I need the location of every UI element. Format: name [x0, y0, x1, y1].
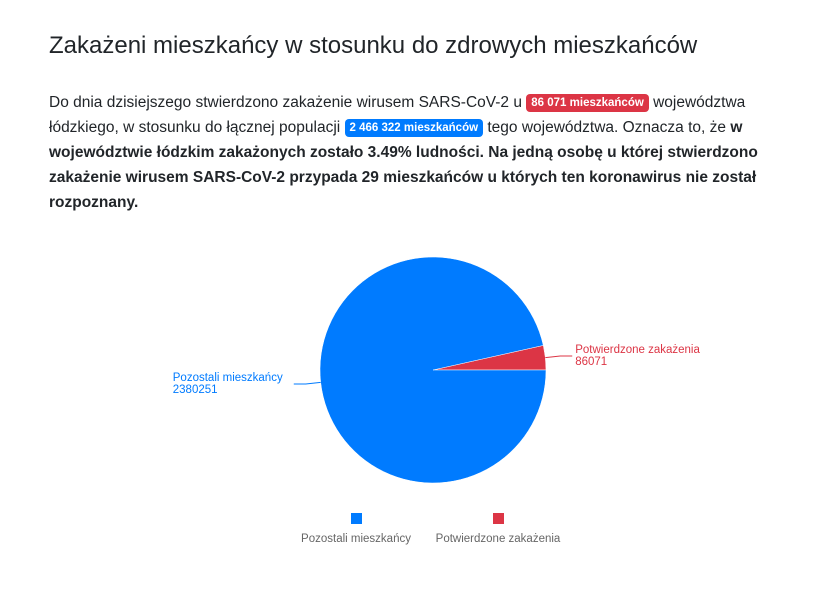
slice-label-value-potwierdzone-zakazenia: 86071 [575, 355, 608, 368]
pie-slices [320, 257, 546, 483]
legend-label-potwierdzone-zakazenia: Potwierdzone zakażenia [435, 533, 561, 545]
pie-chart [49, 230, 784, 555]
population-count-badge: 2 466 322 mieszkańców [345, 119, 484, 137]
legend-swatch-pozostali-mieszkancy [351, 513, 362, 524]
legend-item-pozostali-mieszkancy[interactable] [301, 513, 411, 545]
callout-line-potwierdzone-zakazenia [545, 356, 572, 358]
legend-item-potwierdzone-zakazenia[interactable] [436, 513, 561, 545]
pie-slice-pozostali-mieszkancy[interactable] [320, 257, 546, 483]
slice-label-name-pozostali-mieszkancy: Pozostali mieszkańcy [172, 372, 283, 385]
slice-label-value-pozostali-mieszkancy: 2380251 [172, 384, 218, 397]
infected-count-badge: 86 071 mieszkańców [526, 94, 649, 112]
summary-text-3: tego województwa. Oznacza to, że [483, 119, 731, 136]
summary-paragraph [49, 90, 784, 215]
callout-line-pozostali-mieszkancy [294, 382, 321, 384]
summary-text-1: Do dnia dzisiejszego stwierdzono zakażenie wirusem SARS-CoV-2 u [49, 94, 527, 111]
chart-legend[interactable] [301, 513, 561, 545]
legend-label-pozostali-mieszkancy: Pozostali mieszkańcy [301, 533, 411, 545]
summary-bold-conclusion: w województwie łódzkim zakażonych zostało 3.49% ludności. Na jedną osobę u której stwierdzono zakażenie wirusem SARS-CoV-2 przypada 29 mieszkańców u których ten koronawirus nie został rozpoznany. [49, 119, 758, 211]
page-title: Zakażeni mieszkańcy w stosunku do zdrowych mieszkańców [49, 32, 698, 59]
slice-label-name-potwierdzone-zakazenia: Potwierdzone zakażenia [575, 343, 700, 356]
summary-text-2: województwa łódzkiego, w stosunku do łącznej populacji [49, 94, 746, 136]
legend-swatch-potwierdzone-zakazenia [493, 513, 504, 524]
